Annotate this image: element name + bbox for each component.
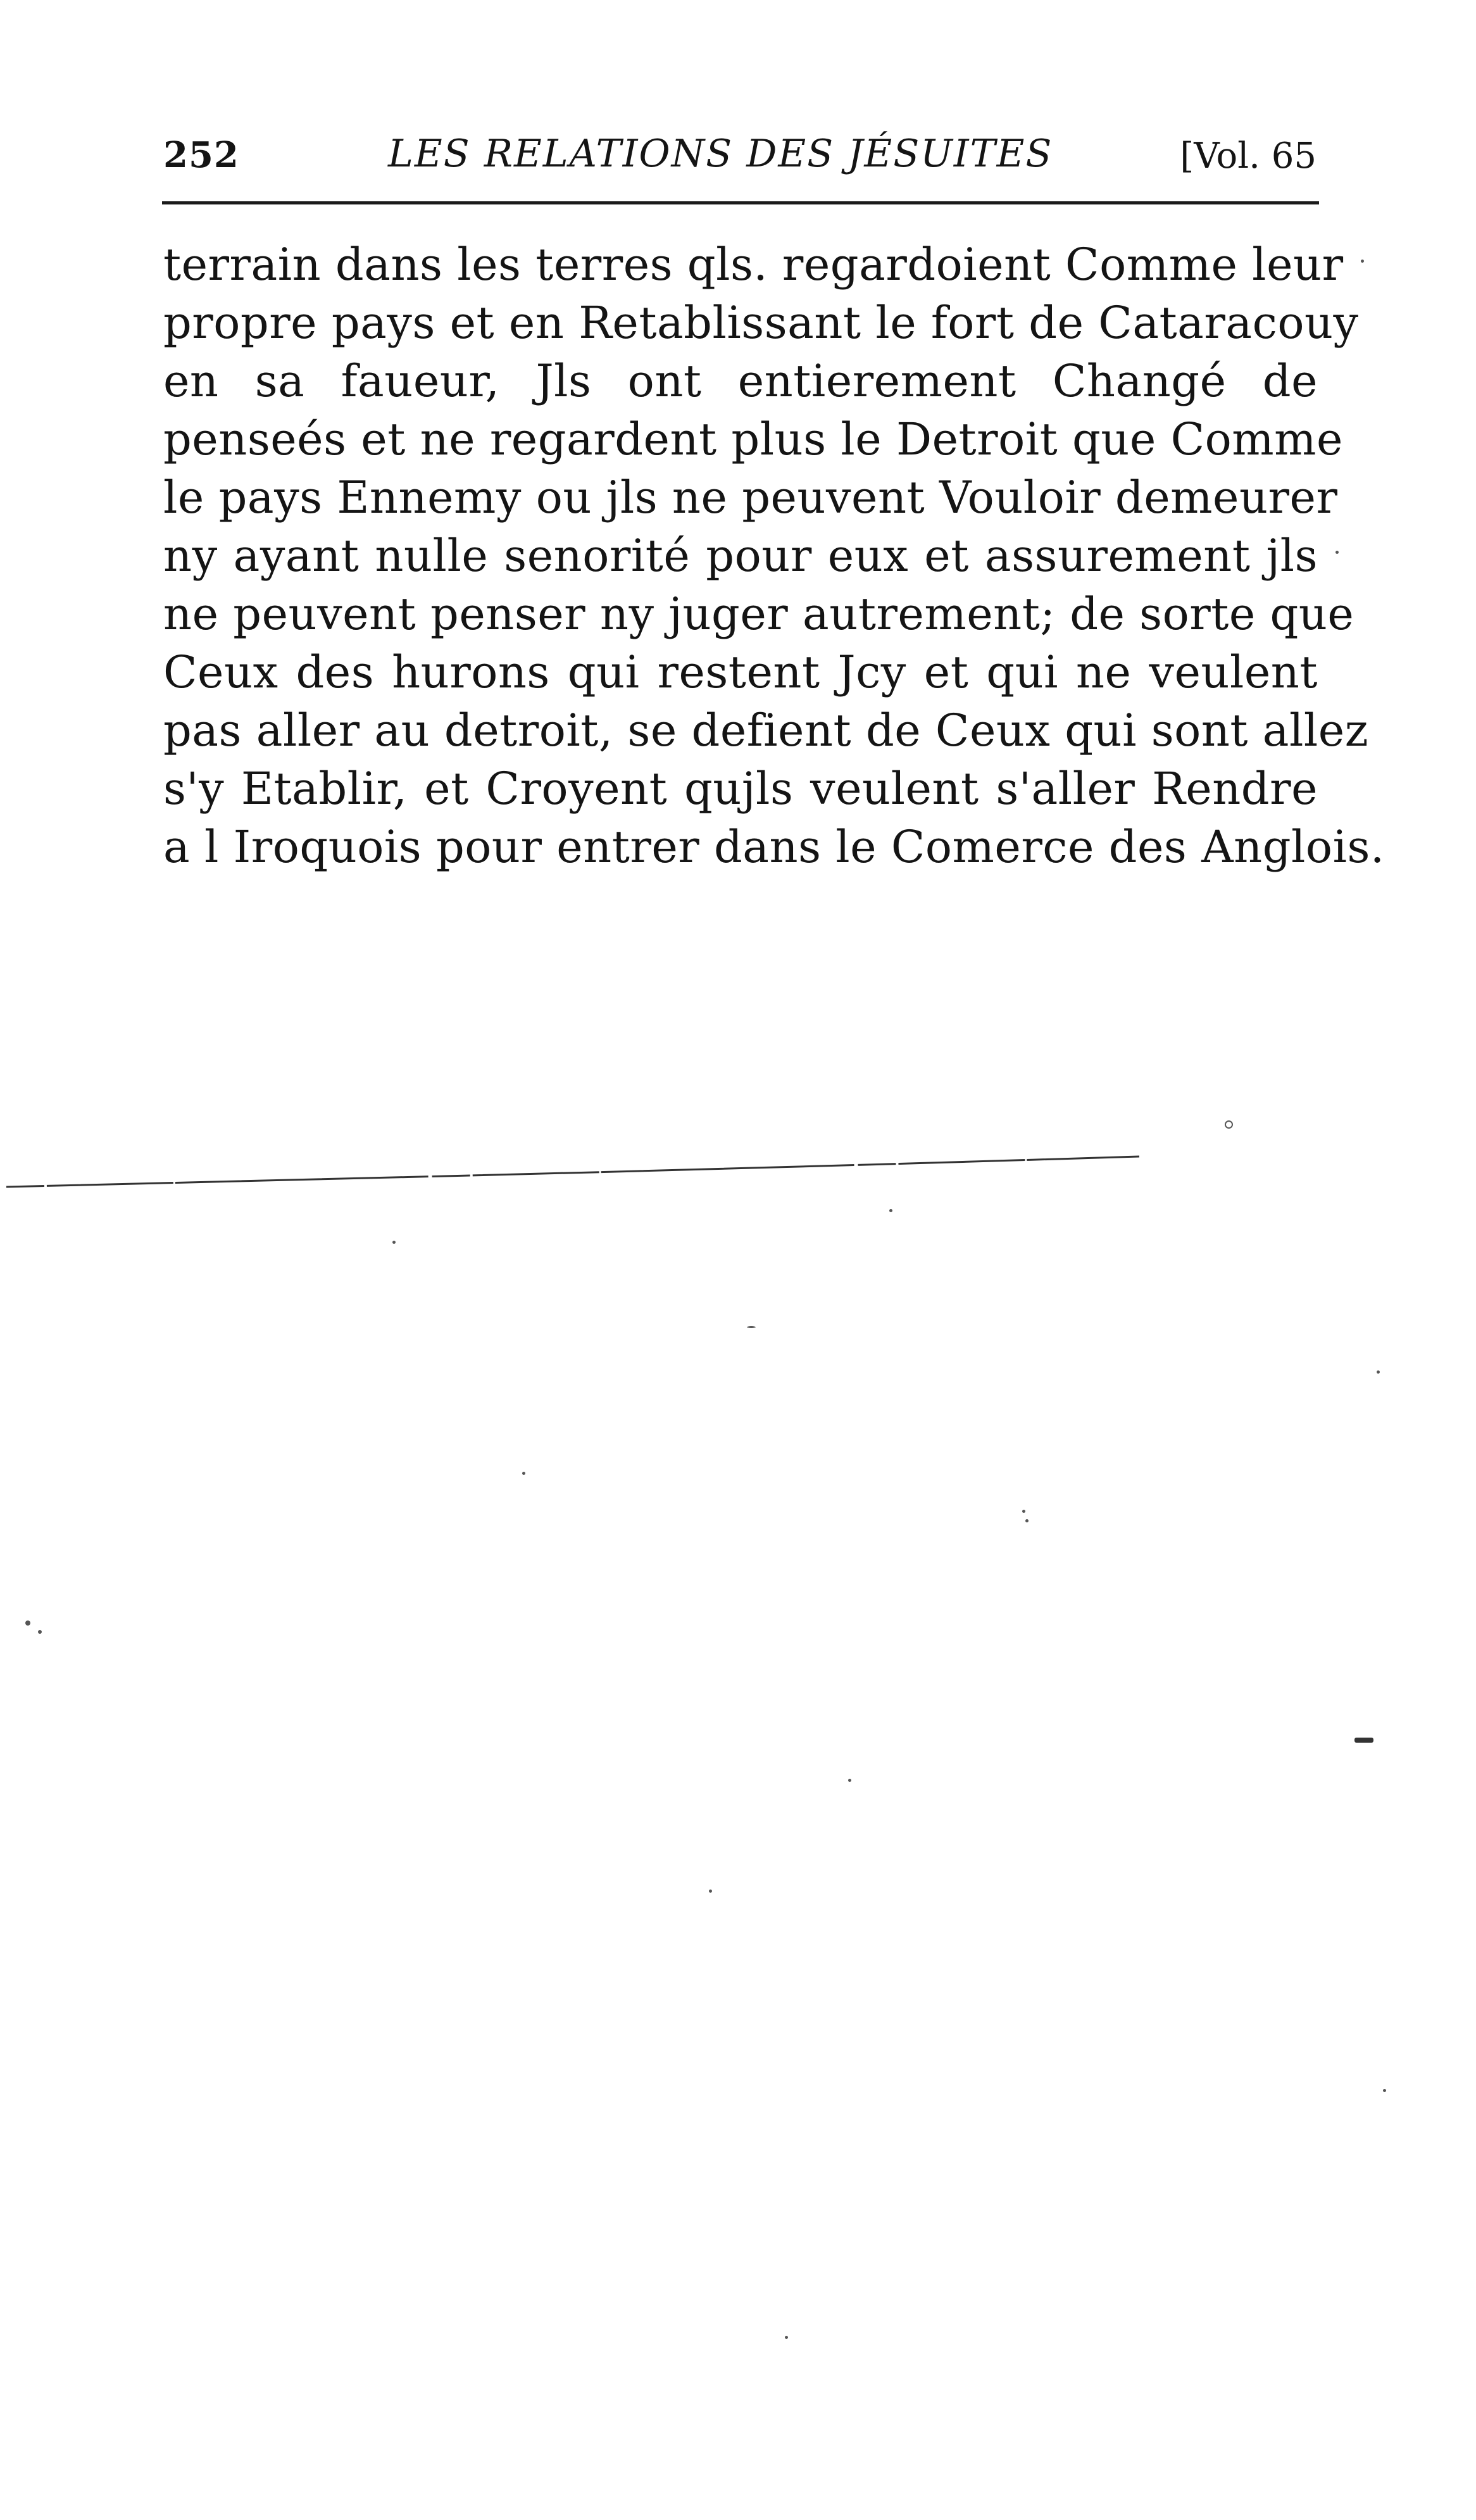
text-line: ne peuvent penser ny juger autrement; de sorte que: [163, 588, 1354, 640]
scan-speck: [522, 1472, 525, 1475]
scan-artifact-line: [0, 1149, 1152, 1200]
scan-speck: [709, 1890, 712, 1893]
scan-speck: [1383, 2089, 1386, 2092]
scan-speck: [1361, 260, 1364, 263]
scan-speck: [1025, 1519, 1029, 1522]
text-line: le pays Ennemy ou jls ne peuvent Vouloir demeurer: [163, 472, 1338, 523]
scan-speck: [1225, 1120, 1233, 1129]
scan-speck: [1377, 1370, 1380, 1374]
text-line: en sa faueur, Jls ont entierement Changé de: [163, 355, 1318, 407]
running-title: LES RELATIONS DES JÉSUITES: [388, 132, 1053, 176]
scan-speck: [25, 1620, 30, 1626]
scan-speck: [848, 1779, 851, 1782]
scan-speck: [1354, 1738, 1373, 1743]
text-line: a l Iroquois pour entrer dans le Comerce des Anglois.: [163, 821, 1385, 873]
scan-speck: [1335, 551, 1339, 554]
volume-label: [Vol. 65: [1180, 135, 1317, 177]
text-line: s'y Etablir, et Croyent qujls veulent s'aller Rendre: [163, 763, 1318, 815]
scan-speck: [1022, 1510, 1025, 1513]
text-line: ny ayant nulle senorité pour eux et assurement jls: [163, 530, 1318, 582]
text-line: terrain dans les terres qls. regardoient Comme leur: [163, 239, 1344, 291]
text-line: penseés et ne regardent plus le Detroit que Comme: [163, 413, 1343, 465]
scan-speck: [785, 2336, 788, 2339]
page-header: [163, 134, 1317, 191]
text-line: propre pays et en Retablissant le fort de Cataracouy: [163, 297, 1359, 349]
header-rule: [162, 201, 1319, 204]
body-text: [163, 235, 1385, 876]
scan-speck: [889, 1209, 892, 1212]
text-line: pas aller au detroit, se defient de Ceux qui sont allez: [163, 705, 1369, 756]
scan-speck: [747, 1326, 756, 1328]
text-line: Ceux des hurons qui restent Jcy et qui ne veulent: [163, 646, 1318, 698]
scan-speck: [392, 1241, 396, 1244]
scan-speck: [38, 1630, 42, 1634]
page-number: 252: [163, 134, 239, 176]
